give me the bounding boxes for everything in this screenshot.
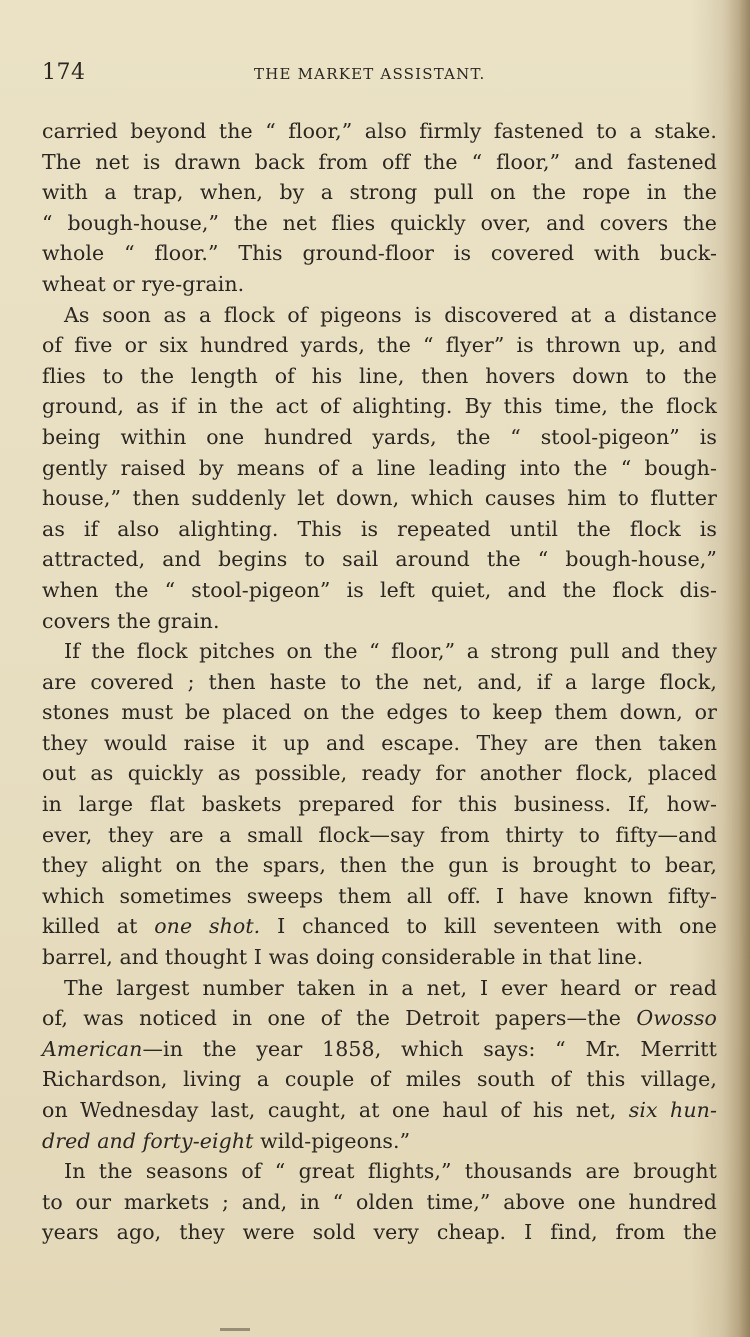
text-line: attracted, and begins to sail around the “ bough-house,” [42,547,717,572]
text-line: flies to the length of his line, then hovers down to the [42,363,717,388]
text-line: to our markets ; and, in “ olden time,” above one hundred [42,1189,717,1214]
running-head: THE MARKET ASSISTANT. [254,65,486,83]
text-line: when the “ stool-pigeon” is left quiet, and the flock dis- [42,577,717,602]
text-line: Richardson, living a couple of miles south of this village, [42,1067,717,1092]
text-line [42,1003,717,1034]
text-line: barrel, and thought I was doing considerable in that line. [42,945,644,970]
italic-text: one shot. [154,914,261,939]
text-run: I chanced to kill seventeen with one [260,914,717,939]
text-run: of, was noticed in one of the Detroit papers—the [42,1006,637,1031]
text-line: In the seasons of “ great flights,” thousands are brought [64,1159,717,1184]
text-line: in large flat baskets prepared for this business. If, how- [42,792,717,817]
text-line: of five or six hundred yards, the “ flyer” is thrown up, and [42,333,717,358]
text-line: carried beyond the “ floor,” also firmly fastened to a stake. [42,119,717,143]
text-line: The largest number taken in a net, I ever heard or read [64,975,717,1000]
page-gutter-shadow [722,0,750,1337]
text-run: wild-pigeons.” [253,1128,411,1153]
text-line: wheat or rye-grain. [42,271,245,296]
body-text [42,116,717,1248]
print-mark [220,1328,250,1331]
text-line [42,1095,717,1126]
text-run: on Wednesday last, caught, at one haul of his net, [42,1098,629,1122]
text-line: years ago, they were sold very cheap. I find, from the [42,1220,717,1245]
text-line: they alight on the spars, then the gun is brought to bear, [42,853,717,878]
text-line: out as quickly as possible, ready for another flock, placed [42,761,717,786]
text-line [42,1126,717,1157]
text-line: whole “ floor.” This ground-floor is covered with buck- [42,241,717,266]
italic-text: dred and forty-eight [42,1128,254,1153]
italic-text: Owosso [636,1006,717,1031]
text-line [42,911,717,942]
text-line: ever, they are a small flock—say from thirty to fifty—and [42,822,717,847]
text-line: which sometimes sweeps them all off. I have known fifty- [42,883,717,908]
italic-text: American [42,1036,143,1061]
text-line [42,1034,717,1065]
text-line: are covered ; then haste to the net, and, if a large flock, [42,669,717,694]
page-header [42,60,717,90]
text-line: house,” then suddenly let down, which causes him to flutter [42,486,717,511]
text-line: “ bough-house,” the net flies quickly over, and covers the [42,210,717,235]
text-line: being within one hundred yards, the “ stool-pigeon” is [42,424,717,449]
text-run: —in the year 1858, which says: “ Mr. Merritt [142,1036,717,1061]
text-line: as if also alighting. This is repeated until the flock is [42,516,717,541]
text-line: The net is drawn back from off the “ floor,” and fastened [42,149,717,174]
text-line: with a trap, when, by a strong pull on the rope in the [42,180,717,205]
text-line: As soon as a flock of pigeons is discovered at a distance [64,302,717,327]
text-run: killed at [42,914,155,939]
text-line: they would raise it up and escape. They are then taken [42,730,717,755]
text-line: stones must be placed on the edges to keep them down, or [42,700,717,725]
italic-text: six hun- [628,1098,717,1122]
text-line: gently raised by means of a line leading into the “ bough- [42,455,717,480]
text-line: covers the grain. [42,608,220,633]
page-number: 174 [42,60,86,85]
text-line: ground, as if in the act of alighting. By this time, the flock [42,394,717,419]
text-line: If the flock pitches on the “ floor,” a strong pull and they [64,639,717,664]
